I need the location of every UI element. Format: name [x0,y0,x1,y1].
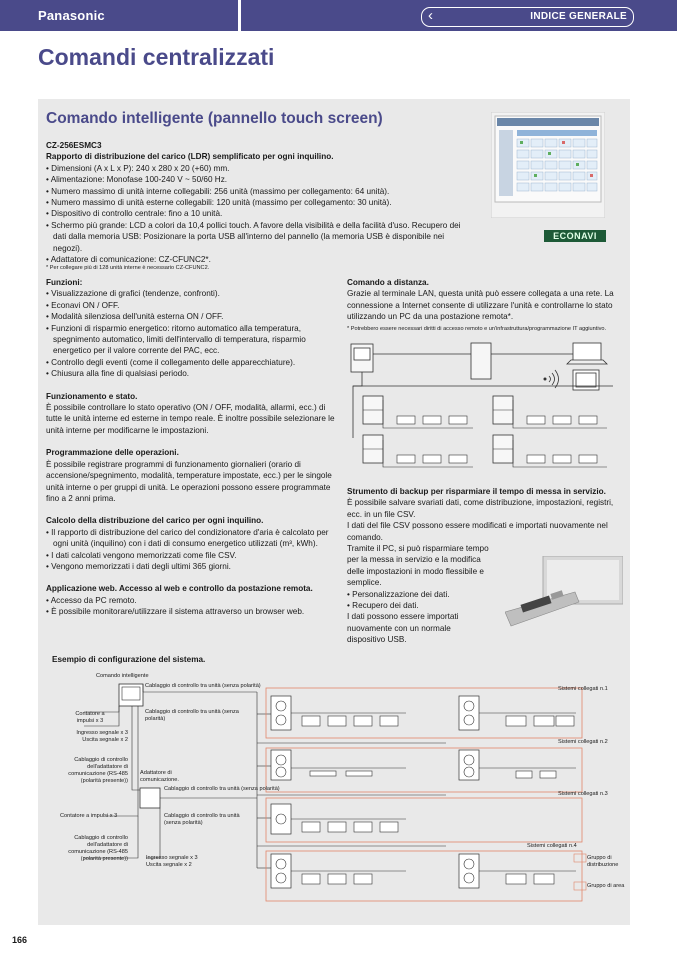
touch-screen-product-image [491,112,605,218]
remote-heading: Comando a distanza. [347,278,429,287]
remote-text: Grazie al terminale LAN, questa unità può essere collegata a una rete. La connessione a Internet consente di utilizzare l'unità e controllarne lo stato utilizzando un PC da una postazione remota*. [347,289,614,322]
brand-logo: Panasonic [38,8,105,23]
specs-block [46,140,466,265]
list-item: • Vengono memorizzati i dati degli ultimi 365 giorni. [46,561,336,572]
load-list [46,527,336,573]
pulse-counter-label: Contatore a impulsi x 3 [75,711,105,724]
usb-stick-image [505,556,623,632]
backup-text-3: Tramite il PC, si può risparmiare tempo per la messa in servizio e la modifica delle impostazioni in modo flessibile e semplice. [347,544,489,588]
list-item: • Recupero dei dati. [347,600,622,611]
list-item: • Adattatore di comunicazione: CZ-CFUNC2*. [46,254,466,265]
page-title: Comandi centralizzati [38,44,275,70]
list-item: • Visualizzazione di grafici (tendenze, confronti). [46,288,336,299]
adapter-wiring-label-2: Cablaggio di controllo dell'adattatore di comunicazione (RS-485 (polarità presente)) [68,835,128,862]
signal-in-label-2: Ingresso segnale x 3 [146,855,198,861]
wiring-mid-label: Cablaggio di controllo tra unità (senza polarità) [145,709,239,722]
system-configuration-diagram [46,668,626,918]
distribution-group-label: Gruppo di distribuzione [587,855,619,868]
index-nav-label: INDICE GENERALE [530,11,627,22]
list-item: • Funzioni di risparmio energetico: ritorno automatico alla temperatura, spegnimento automatico, limiti dell'intervallo di temperatura, risparmio energetico per il valore corrente del PAC, ecc. [46,323,336,357]
model-code: CZ-256ESMC3 [46,141,102,150]
system-2-label: Sistemi collegati n.2 [558,739,608,745]
schedule-text: È possibile registrare programmi di funzionamento giornalieri (orario di accensione/spegnimento, modalità, temperature impostate, ecc.) per le singole unità interne o per gruppi di unità. Le operazioni possono essere programmate fino a 2 anni prima. [46,459,332,503]
specs-footnote: * Per collegare più di 128 unità interne è necessario CZ-CFUNC2. [46,265,210,271]
list-item: • Alimentazione: Monofase 100-240 V ~ 50/60 Hz. [46,174,466,185]
left-column [46,277,336,618]
list-item: • È possibile monitorare/utilizzare il sistema attraverso un browser web. [46,606,336,617]
web-heading: Applicazione web. Accesso al web e controllo da postazione remota. [46,584,313,594]
backup-text-4: I dati possono essere importati nuovamente con un normale dispositivo USB. [347,612,459,645]
pulse-counter-label-2: Contatore a impulsi x 3 [60,813,118,819]
wiring-adapter-label: Cablaggio di controllo tra unità (senza polarità) [164,786,280,792]
specs-subheading: Rapporto di distribuzione del carico (LDR) semplificato per ogni inquilino. [46,152,334,162]
status-text: È possibile controllare lo stato operativo (ON / OFF, modalità, allarmi, ecc.) di tutte le unità interne ed esterne in tempo reale. È inoltre possibile selezionare le unità interne per modificarne le impostazioni. [46,403,335,435]
remote-section [347,277,622,323]
functions-list [46,288,336,379]
system-1-label: Sistemi collegati n.1 [558,686,608,692]
signal-out-label: Uscita segnale x 2 [82,737,128,743]
list-item: • Schermo più grande: LCD a colori da 10,4 pollici touch. A favore della visibilità e della facilità d'uso. Recupero dei dati dalla memoria USB: Posizionare la porta USB all'interno del pannello (la memoria USB è disponibile nei negozi). [46,220,465,254]
signal-out-label-2: Uscita segnale x 2 [146,862,192,868]
wiring-top-label: Cablaggio di controllo tra unità (senza polarità) [145,683,261,689]
list-item: • Controllo degli eventi (come il collegamento delle apparecchiature). [46,357,336,368]
list-item: • Econavi ON / OFF. [46,300,336,311]
adapter-label: Adattatore di comunicazione. [140,770,179,783]
system-3-label: Sistemi collegati n.3 [558,791,608,797]
chevron-left-icon: ‹ [428,7,433,24]
header-bar [0,0,677,31]
list-item: • I dati calcolati vengono memorizzati come file CSV. [46,550,336,561]
diagram-title: Esempio di configurazione del sistema. [52,655,206,664]
remote-footnote: * Potrebbero essere necessari diritti di accesso remoto e un'infrastruttura/programmazione IT aggiuntivo. [347,326,607,332]
list-item: • Numero massimo di unità interne collegabili: 256 unità (massimo per collegamento: 64 unità). [46,186,466,197]
backup-heading: Strumento di backup per risparmiare il tempo di messa in servizio. [347,487,606,496]
econavi-logo: ECONAVI [544,230,606,242]
index-nav-button[interactable] [421,7,634,27]
backup-text-2: I dati del file CSV possono essere modificati e importati nuovamente nel comando. [347,521,608,542]
system-4-label: Sistemi collegati n.4 [527,843,577,849]
list-item: • Chiusura alla fine di qualsiasi periodo. [46,368,336,379]
schedule-heading: Programmazione delle operazioni. [46,448,179,458]
header-divider [238,0,241,31]
list-item: • Personalizzazione dei dati. [347,589,622,600]
web-list [46,595,336,618]
list-item: • Numero massimo di unità esterne collegabili: 120 unità (massimo per collegamento: 30 unità). [46,197,466,208]
adapter-wiring-label-1: Cablaggio di controllo dell'adattatore di comunicazione (RS-485 (polarità presente)) [68,757,128,784]
page-number: 166 [12,935,28,945]
controller-label: Comando intelligente [96,673,149,679]
wiring-low-label: Cablaggio di controllo tra unità (senza polarità) [164,813,240,826]
load-heading: Calcolo della distribuzione del carico per ogni inquilino. [46,516,264,526]
list-item: • Il rapporto di distribuzione del carico del condizionatore d'aria è calcolato per ogni unità (inquilino) con i dati di consumo energetico utilizzati (m³, kWh). [46,527,336,550]
list-item: • Accesso da PC remoto. [46,595,336,606]
list-item: • Dispositivo di controllo centrale: fino a 10 unità. [46,208,466,219]
backup-text-1: È possibile salvare svariati dati, come distribuzione, impostazioni, registri, ecc. in un file CSV. [347,498,614,519]
list-item: • Dimensioni (A x L x P): 240 x 280 x 20 (+60) mm. [46,163,466,174]
signal-in-label: Ingresso segnale x 3 [76,730,128,736]
specs-list [46,163,466,266]
list-item: • Modalità silenziosa dell'unità esterna ON / OFF. [46,311,336,322]
section-title: Comando intelligente (pannello touch screen) [46,110,383,127]
area-group-label: Gruppo di area [587,883,625,889]
status-heading: Funzionamento e stato. [46,391,138,401]
remote-network-diagram [345,340,620,482]
functions-heading: Funzioni: [46,278,83,287]
